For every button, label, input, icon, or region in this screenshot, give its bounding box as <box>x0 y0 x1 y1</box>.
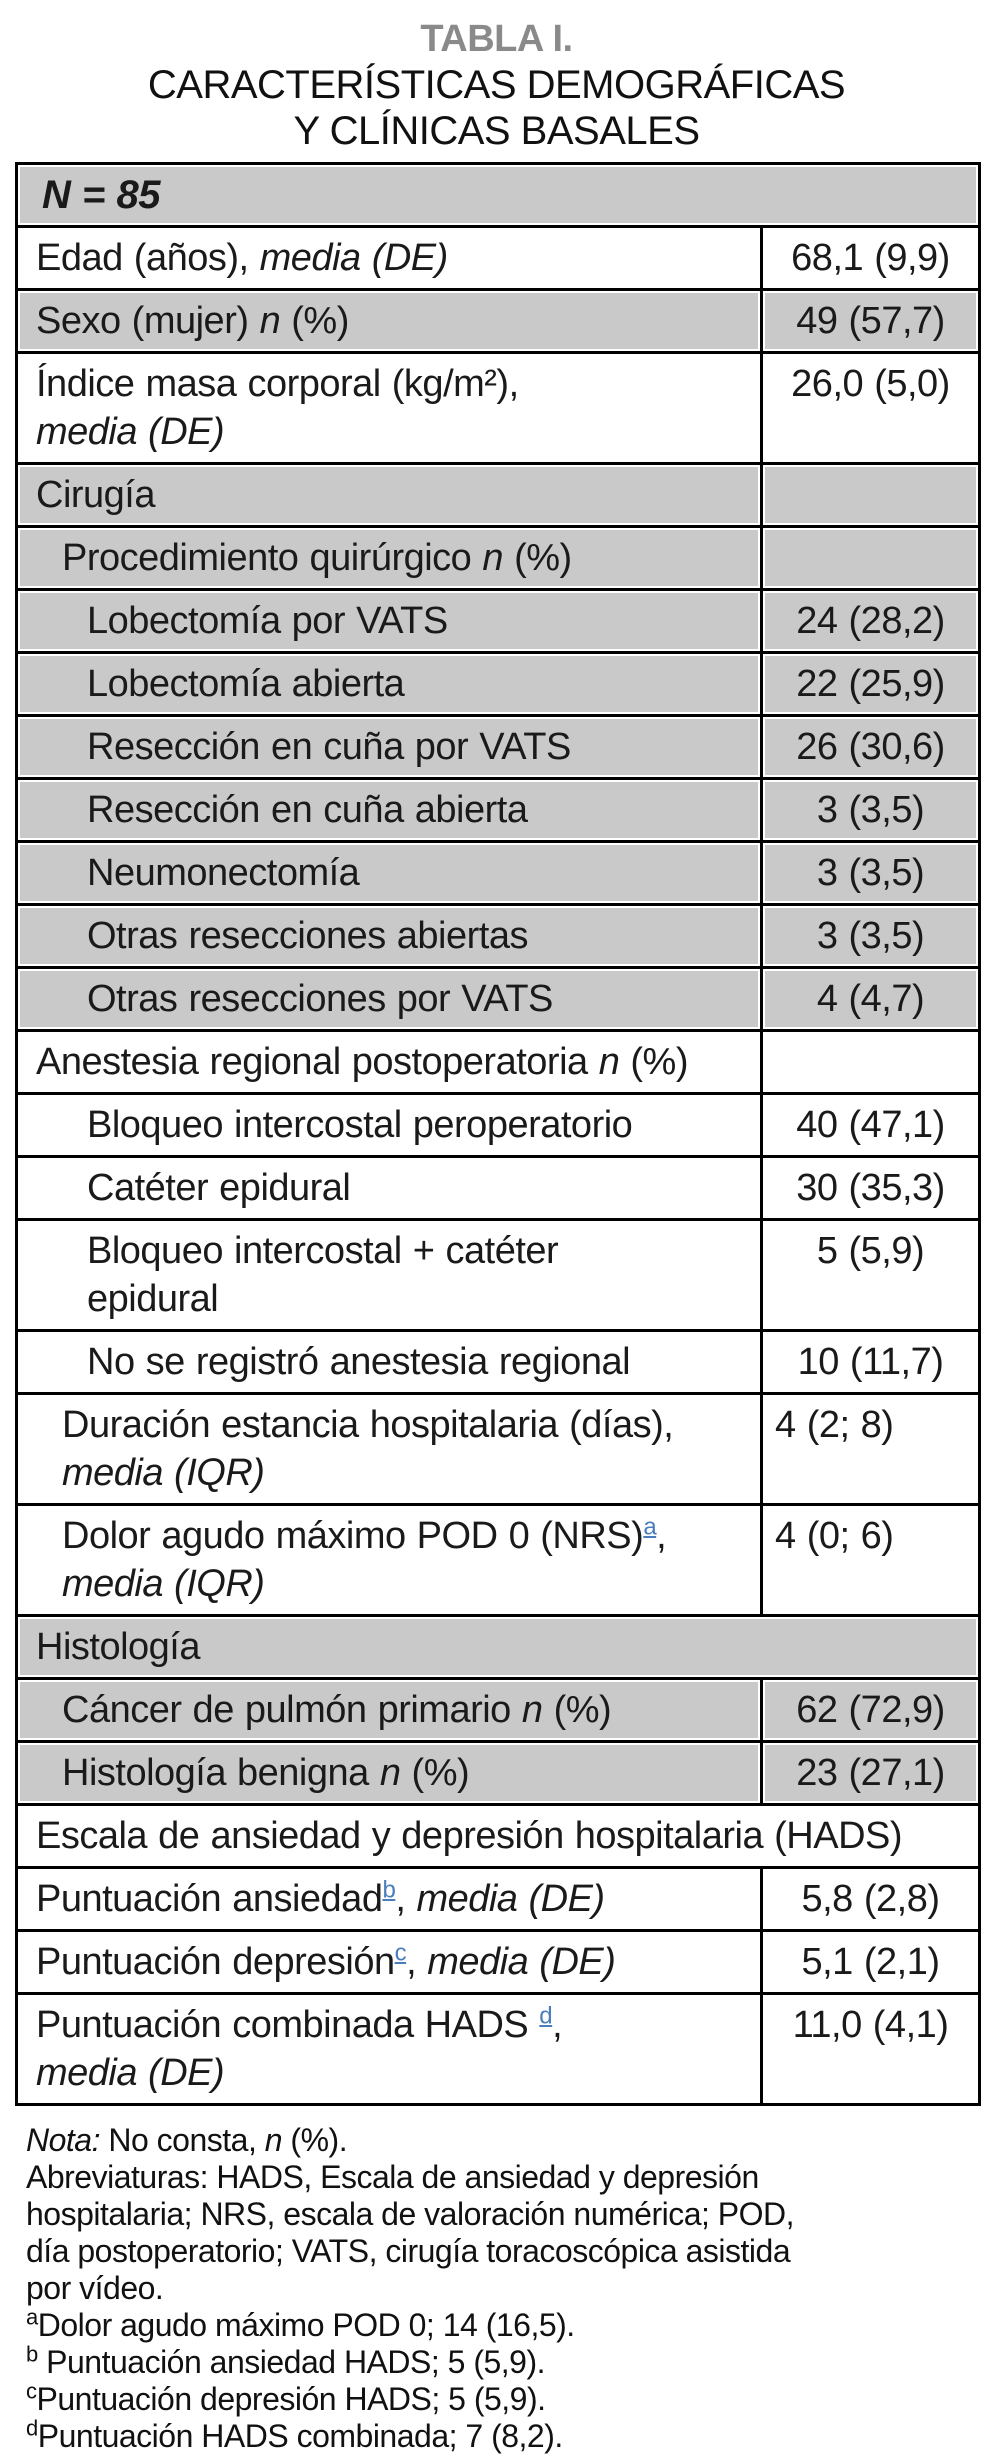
label-text: (%) <box>503 537 572 579</box>
row-label <box>17 464 762 527</box>
table-row <box>17 653 980 716</box>
footnote-link-c[interactable]: c <box>394 1939 407 1967</box>
row-label <box>17 1931 762 1994</box>
label-text: media (DE) <box>259 237 448 279</box>
label-text: Abreviaturas: HADS, Escala de ansiedad y depresión <box>26 2159 759 2195</box>
label-text: Sexo (mujer) <box>36 300 260 342</box>
table-footnotes <box>26 2122 993 2455</box>
row-label <box>17 1994 762 2105</box>
label-text: (%) <box>280 300 349 342</box>
row-value: 62 (72,9) <box>762 1679 980 1742</box>
label-text: n <box>598 1041 620 1083</box>
row-label <box>17 1094 762 1157</box>
table-row <box>17 1994 980 2105</box>
label-text: n <box>379 1752 401 1794</box>
label-text: por vídeo. <box>26 2270 164 2306</box>
label-text: (%) <box>619 1041 688 1083</box>
row-value: 26 (30,6) <box>762 716 980 779</box>
label-text: media (DE) <box>416 1878 605 1920</box>
row-value: 24 (28,2) <box>762 590 980 653</box>
table-row <box>17 227 980 290</box>
row-label <box>17 1031 762 1094</box>
row-value: 68,1 (9,9) <box>762 227 980 290</box>
row-label <box>17 353 762 464</box>
row-value: 22 (25,9) <box>762 653 980 716</box>
row-value: 5,8 (2,8) <box>762 1868 980 1931</box>
footnote-line <box>26 2233 993 2270</box>
label-text: Cáncer de pulmón primario <box>62 1689 522 1731</box>
table-row <box>17 1394 980 1505</box>
row-label <box>17 1505 762 1616</box>
label-text: Resección en cuña abierta <box>87 789 528 831</box>
table-row <box>17 353 980 464</box>
row-label <box>17 905 762 968</box>
row-value: 30 (35,3) <box>762 1157 980 1220</box>
row-value: 26,0 (5,0) <box>762 353 980 464</box>
table-row <box>17 1220 980 1331</box>
table-row <box>17 1679 980 1742</box>
label-text: Catéter epidural <box>87 1167 351 1209</box>
label-text: n <box>259 300 281 342</box>
label-text: (%). <box>282 2122 348 2158</box>
row-label <box>17 1868 762 1931</box>
row-label <box>17 527 762 590</box>
label-text: , <box>406 1941 428 1983</box>
label-text: Duración estancia hospitalaria (días), <box>62 1404 674 1446</box>
label-text: , <box>656 1515 667 1557</box>
label-text: media (IQR) <box>62 1563 265 1605</box>
row-value: 5,1 (2,1) <box>762 1931 980 1994</box>
table-row <box>17 1157 980 1220</box>
label-text: Bloqueo intercostal + catéter <box>87 1230 559 1272</box>
table-number: TABLA I. <box>420 18 573 60</box>
table-row <box>17 1505 980 1616</box>
label-text: Histología benigna <box>62 1752 380 1794</box>
label-text: Puntuación combinada HADS <box>36 2004 540 2046</box>
row-value: 10 (11,7) <box>762 1331 980 1394</box>
label-text: Puntuación HADS combinada; 7 (8,2). <box>37 2418 563 2454</box>
footnote-marker-a: a <box>26 2304 38 2330</box>
table-row <box>17 590 980 653</box>
row-label <box>17 1331 762 1394</box>
label-text: Puntuación ansiedad HADS; 5 (5,9). <box>37 2344 545 2380</box>
label-text: hospitalaria; NRS, escala de valoración numérica; POD, <box>26 2196 795 2232</box>
row-label <box>17 779 762 842</box>
label-text: (%) <box>542 1689 612 1731</box>
label-text: Resección en cuña por VATS <box>87 726 571 768</box>
footnote-link-b[interactable]: b <box>382 1876 396 1904</box>
footnote-link-d[interactable]: d <box>539 2002 553 2030</box>
row-label <box>17 842 762 905</box>
row-value: 4 (4,7) <box>762 968 980 1031</box>
section-row <box>17 1805 980 1868</box>
label-text: Dolor agudo máximo POD 0 (NRS) <box>62 1515 644 1557</box>
label-text: N = 85 <box>42 173 160 217</box>
table-row <box>17 290 980 353</box>
row-value: 49 (57,7) <box>762 290 980 353</box>
footnote-line <box>26 2196 993 2233</box>
row-value: 3 (3,5) <box>762 779 980 842</box>
footnote-line <box>26 2341 993 2381</box>
label-text: Puntuación depresión <box>36 1941 395 1983</box>
table-subtitle-line1: CARACTERÍSTICAS DEMOGRÁFICAS <box>147 63 846 107</box>
table-row <box>17 1868 980 1931</box>
row-value: 3 (3,5) <box>762 905 980 968</box>
footnote-line <box>26 2304 993 2344</box>
row-value: 23 (27,1) <box>762 1742 980 1805</box>
row-label <box>17 164 980 227</box>
demographics-table <box>15 162 981 2106</box>
footnote-line <box>26 2122 993 2159</box>
table-subtitle-line2: Y CLÍNICAS BASALES <box>293 109 700 153</box>
row-label <box>17 1742 762 1805</box>
label-text: media (DE) <box>427 1941 616 1983</box>
label-text: Índice masa corporal (kg/m²), <box>36 363 519 405</box>
row-value: 40 (47,1) <box>762 1094 980 1157</box>
row-label <box>17 1220 762 1331</box>
row-value: 4 (2; 8) <box>762 1394 980 1505</box>
label-text: media (DE) <box>36 2052 225 2094</box>
label-text: Bloqueo intercostal peroperatorio <box>87 1104 633 1146</box>
table-row <box>17 842 980 905</box>
footnote-marker-c: c <box>26 2378 37 2404</box>
row-label <box>17 1616 980 1679</box>
label-text: Neumonectomía <box>87 852 360 894</box>
label-text: , <box>395 1878 417 1920</box>
table-row <box>17 905 980 968</box>
label-text: día postoperatorio; VATS, cirugía toracoscópica asistida <box>26 2233 791 2269</box>
label-text: Otras resecciones abiertas <box>87 915 528 957</box>
label-text: Puntuación depresión HADS; 5 (5,9). <box>36 2381 546 2417</box>
table-row <box>17 968 980 1031</box>
table-row <box>17 1331 980 1394</box>
label-text: media (DE) <box>36 411 225 453</box>
label-text: Histología <box>36 1626 200 1668</box>
row-value: 3 (3,5) <box>762 842 980 905</box>
footnote-link-a[interactable]: a <box>643 1513 657 1541</box>
label-text: Procedimiento quirúrgico <box>62 537 483 579</box>
row-value: 5 (5,9) <box>762 1220 980 1331</box>
label-text: Cirugía <box>36 474 155 516</box>
table-row <box>17 1742 980 1805</box>
footnote-line <box>26 2415 993 2455</box>
row-label <box>17 590 762 653</box>
row-value <box>762 527 980 590</box>
footnote-marker-d: d <box>26 2415 38 2441</box>
label-text: No consta, <box>99 2122 265 2158</box>
row-value: 11,0 (4,1) <box>762 1994 980 2105</box>
section-row <box>17 1616 980 1679</box>
label-text: Escala de ansiedad y depresión hospitalaria (HADS) <box>36 1815 903 1857</box>
label-text: Dolor agudo máximo POD 0; 14 (16,5). <box>37 2307 575 2343</box>
row-label <box>17 1679 762 1742</box>
row-value <box>762 1031 980 1094</box>
footnote-line <box>26 2270 993 2307</box>
label-text: Anestesia regional postoperatoria <box>36 1041 599 1083</box>
row-value <box>762 464 980 527</box>
table-title <box>0 0 993 154</box>
label-text: n <box>482 537 504 579</box>
label-text: n <box>521 1689 543 1731</box>
label-text: media (IQR) <box>62 1452 265 1494</box>
footnote-line <box>26 2378 993 2418</box>
footnote-marker-b: b <box>26 2341 38 2367</box>
label-text: , <box>552 2004 563 2046</box>
row-value: 4 (0; 6) <box>762 1505 980 1616</box>
row-label <box>17 1805 980 1868</box>
row-label <box>17 227 762 290</box>
label-text: Lobectomía por VATS <box>87 600 448 642</box>
table-row <box>17 464 980 527</box>
row-label <box>17 290 762 353</box>
table-row <box>17 779 980 842</box>
row-label <box>17 653 762 716</box>
table-row <box>17 1031 980 1094</box>
label-text: n <box>264 2122 283 2158</box>
label-text: Nota: <box>26 2122 100 2158</box>
table-row <box>17 527 980 590</box>
table-row <box>17 1931 980 1994</box>
label-text: No se registró anestesia regional <box>87 1341 631 1383</box>
row-label <box>17 716 762 779</box>
label-text: Edad (años), <box>36 237 260 279</box>
row-label <box>17 968 762 1031</box>
label-text: Otras resecciones por VATS <box>87 978 553 1020</box>
label-text: Puntuación ansiedad <box>36 1878 383 1920</box>
label-text: epidural <box>87 1278 219 1320</box>
label-text: Lobectomía abierta <box>87 663 405 705</box>
row-label <box>17 1157 762 1220</box>
table-header-row <box>17 164 980 227</box>
label-text: (%) <box>400 1752 470 1794</box>
footnote-line <box>26 2159 993 2196</box>
table-row <box>17 716 980 779</box>
row-label <box>17 1394 762 1505</box>
table-row <box>17 1094 980 1157</box>
